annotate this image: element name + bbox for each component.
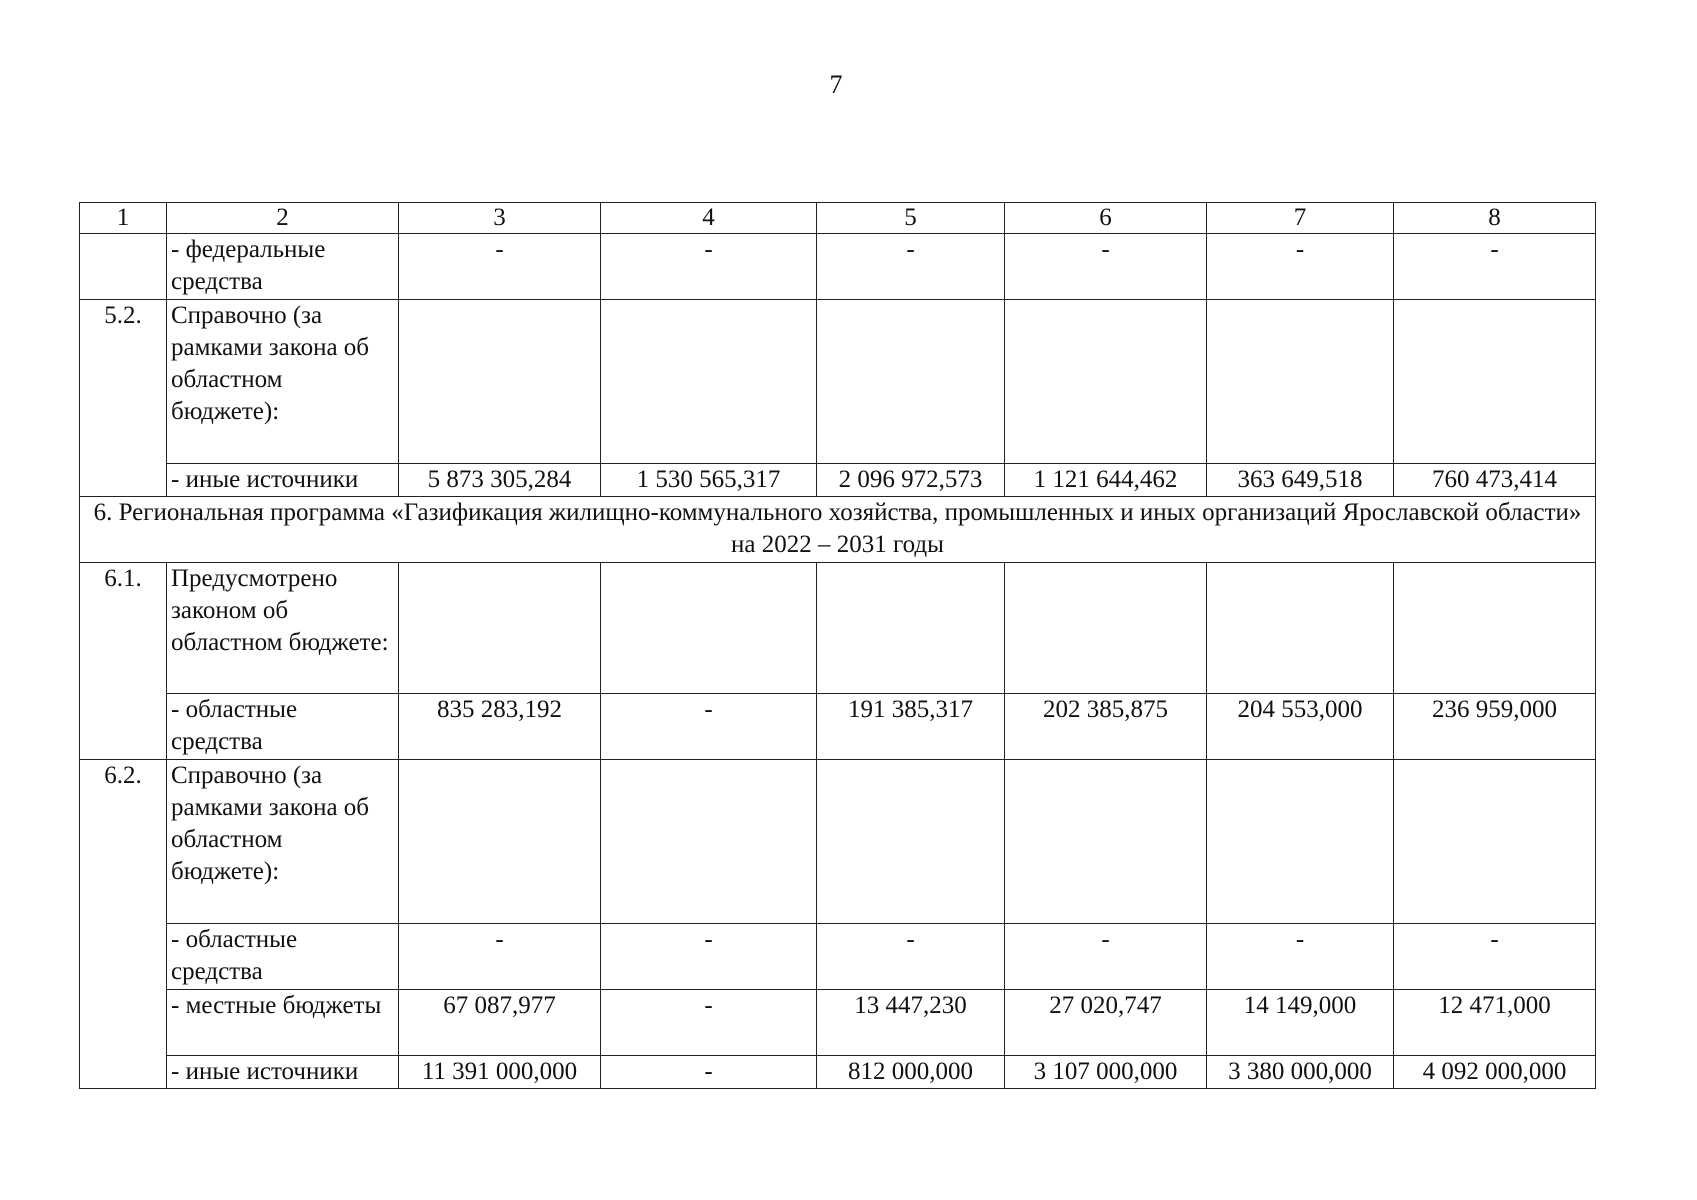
row-label: - федеральные средства: [167, 234, 399, 300]
row-index: 6.1.: [80, 563, 167, 760]
row-label: - областные средства: [167, 694, 399, 760]
empty-cell: [399, 563, 601, 694]
column-header: 6: [1005, 203, 1207, 234]
value-cell: -: [399, 234, 601, 300]
empty-cell: [1207, 563, 1394, 694]
value-cell: -: [399, 924, 601, 990]
table-row: [80, 234, 1596, 300]
value-cell: 835 283,192: [399, 694, 601, 760]
value-cell: 3 107 000,000: [1005, 1056, 1207, 1089]
value-cell: 236 959,000: [1394, 694, 1596, 760]
value-cell: 11 391 000,000: [399, 1056, 601, 1089]
value-cell: 1 530 565,317: [601, 464, 817, 497]
row-label: Предусмотрено законом об областном бюджете:: [167, 563, 399, 694]
column-header: 8: [1394, 203, 1596, 234]
budget-table: [79, 202, 1596, 1089]
value-cell: -: [1394, 234, 1596, 300]
empty-cell: [1394, 760, 1596, 924]
value-cell: 204 553,000: [1207, 694, 1394, 760]
row-label: Справочно (за рамками закона об областном бюджете):: [167, 300, 399, 464]
row-label: - местные бюджеты: [167, 990, 399, 1056]
value-cell: 14 149,000: [1207, 990, 1394, 1056]
row-index-cell: [80, 234, 167, 300]
value-cell: -: [817, 924, 1005, 990]
table-row: [80, 760, 1596, 924]
empty-cell: [601, 760, 817, 924]
column-header: 5: [817, 203, 1005, 234]
empty-cell: [399, 760, 601, 924]
empty-cell: [1005, 563, 1207, 694]
value-cell: 27 020,747: [1005, 990, 1207, 1056]
empty-cell: [1394, 300, 1596, 464]
page-number: 7: [829, 70, 843, 99]
empty-cell: [817, 563, 1005, 694]
empty-cell: [1394, 563, 1596, 694]
section-title: 6. Региональная программа «Газификация жилищно-коммунального хозяйства, промышленных и иных организаций Ярославской области» на 2022 – 2031 годы: [80, 497, 1596, 563]
value-cell: 812 000,000: [817, 1056, 1005, 1089]
table-row: [80, 694, 1596, 760]
table-row: [80, 924, 1596, 990]
column-header: 4: [601, 203, 817, 234]
value-cell: 13 447,230: [817, 990, 1005, 1056]
table-row: [80, 990, 1596, 1056]
value-cell: -: [1207, 924, 1394, 990]
empty-cell: [399, 300, 601, 464]
value-cell: 191 385,317: [817, 694, 1005, 760]
value-cell: -: [1394, 924, 1596, 990]
value-cell: -: [601, 990, 817, 1056]
value-cell: -: [1207, 234, 1394, 300]
value-cell: 363 649,518: [1207, 464, 1394, 497]
empty-cell: [601, 300, 817, 464]
row-label: - иные источники: [167, 464, 399, 497]
empty-cell: [1207, 760, 1394, 924]
value-cell: 5 873 305,284: [399, 464, 601, 497]
value-cell: -: [1005, 924, 1207, 990]
value-cell: 1 121 644,462: [1005, 464, 1207, 497]
row-label: Справочно (за рамками закона об областном бюджете):: [167, 760, 399, 924]
empty-cell: [817, 760, 1005, 924]
value-cell: -: [601, 234, 817, 300]
row-index: 5.2.: [80, 300, 167, 497]
row-label: - иные источники: [167, 1056, 399, 1089]
value-cell: 4 092 000,000: [1394, 1056, 1596, 1089]
table-row: [80, 464, 1596, 497]
column-header: 2: [167, 203, 399, 234]
value-cell: -: [601, 1056, 817, 1089]
value-cell: -: [817, 234, 1005, 300]
value-cell: 2 096 972,573: [817, 464, 1005, 497]
column-header: 1: [80, 203, 167, 234]
table-row: [80, 1056, 1596, 1089]
value-cell: 760 473,414: [1394, 464, 1596, 497]
table-row: [80, 563, 1596, 694]
empty-cell: [1207, 300, 1394, 464]
section-row: [80, 497, 1596, 563]
empty-cell: [817, 300, 1005, 464]
value-cell: 12 471,000: [1394, 990, 1596, 1056]
value-cell: -: [601, 924, 817, 990]
row-index: 6.2.: [80, 760, 167, 1089]
column-header-row: [80, 203, 1596, 234]
value-cell: -: [601, 694, 817, 760]
value-cell: -: [1005, 234, 1207, 300]
column-header: 3: [399, 203, 601, 234]
value-cell: 202 385,875: [1005, 694, 1207, 760]
empty-cell: [1005, 760, 1207, 924]
value-cell: 3 380 000,000: [1207, 1056, 1394, 1089]
empty-cell: [1005, 300, 1207, 464]
column-header: 7: [1207, 203, 1394, 234]
row-label: - областные средства: [167, 924, 399, 990]
table-row: [80, 300, 1596, 464]
empty-cell: [601, 563, 817, 694]
value-cell: 67 087,977: [399, 990, 601, 1056]
